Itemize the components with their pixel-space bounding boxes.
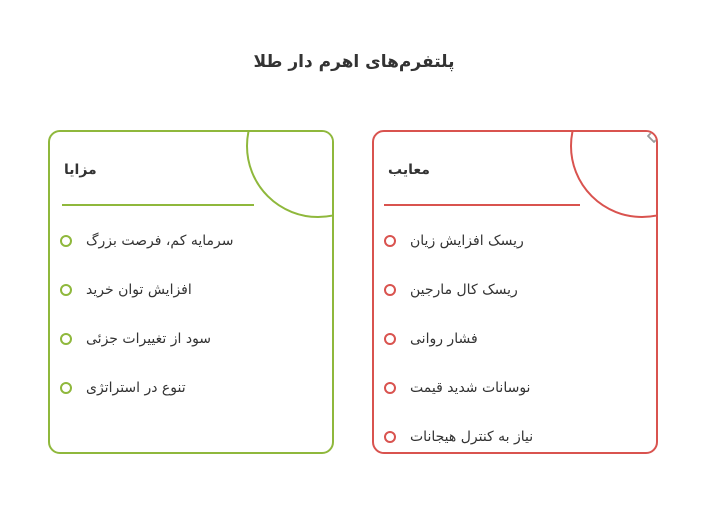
list-item-label: نیاز به کنترل هیجانات xyxy=(410,428,534,445)
disadvantages-corner-badge xyxy=(570,130,658,218)
bullet-circle-icon xyxy=(384,382,396,394)
page-title: پلتفرم‌های اهرم دار طلا xyxy=(253,52,455,72)
bullet-circle-icon xyxy=(384,333,396,345)
bullet-circle-icon xyxy=(384,284,396,296)
disadvantages-divider xyxy=(384,204,580,206)
advantages-list xyxy=(60,216,322,412)
list-item-label: ریسک کال مارجین xyxy=(410,281,518,298)
x-icon xyxy=(646,130,658,144)
check-icon xyxy=(322,130,334,144)
advantages-divider xyxy=(62,204,254,206)
list-item xyxy=(384,412,646,454)
list-item xyxy=(384,216,646,265)
list-item-label: سود از تغییرات جزئی xyxy=(86,330,212,347)
list-item xyxy=(60,216,322,265)
bullet-circle-icon xyxy=(60,333,72,345)
list-item-label: نوسانات شدید قیمت xyxy=(410,379,531,396)
bullet-circle-icon xyxy=(60,284,72,296)
list-item-label: افزایش توان خرید xyxy=(86,281,192,298)
bullet-circle-icon xyxy=(60,235,72,247)
list-item-label: ریسک افزایش زیان xyxy=(410,232,524,249)
list-item-label: سرمایه کم، فرصت بزرگ xyxy=(86,232,234,249)
disadvantages-heading: معایب xyxy=(388,162,430,178)
bullet-circle-icon xyxy=(384,235,396,247)
disadvantages-card xyxy=(372,130,658,454)
list-item xyxy=(60,265,322,314)
disadvantages-list xyxy=(384,216,646,454)
bullet-circle-icon xyxy=(384,431,396,443)
list-item xyxy=(60,314,322,363)
list-item xyxy=(384,363,646,412)
advantages-heading: مزایا xyxy=(64,162,97,178)
list-item-label: تنوع در استراتژی xyxy=(86,379,186,396)
list-item xyxy=(384,265,646,314)
list-item xyxy=(60,363,322,412)
bullet-circle-icon xyxy=(60,382,72,394)
advantages-card xyxy=(48,130,334,454)
advantages-corner-badge xyxy=(246,130,334,218)
list-item xyxy=(384,314,646,363)
list-item-label: فشار روانی xyxy=(410,330,478,347)
